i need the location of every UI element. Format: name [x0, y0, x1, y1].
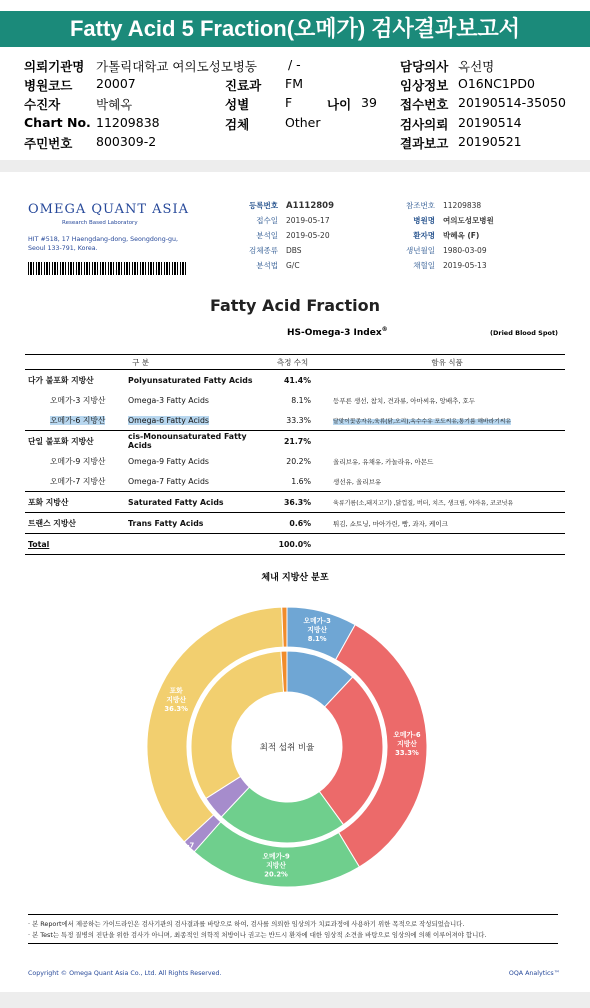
record-value: 1980-03-09	[443, 246, 487, 255]
record-value: A1112809	[286, 201, 334, 211]
record-key: 병원명	[413, 216, 435, 225]
row-value: 36.3%	[256, 492, 329, 513]
brand: OQA Analytics™	[508, 970, 560, 977]
info-key3: 접수번호	[400, 97, 449, 112]
info-key: Chart No.	[24, 115, 91, 130]
row-value: 21.7%	[256, 431, 329, 452]
record-right	[375, 200, 494, 275]
row-value: 33.3%	[286, 415, 312, 425]
record-key: 검체종류	[249, 246, 278, 255]
table-row	[25, 370, 565, 391]
record-value: DBS	[286, 246, 302, 255]
row-foods	[329, 534, 565, 555]
record-key: 환자명	[413, 231, 435, 240]
row-foods: 생선유, 올리브유	[333, 477, 382, 486]
info-value3: 20190514-35050	[458, 95, 566, 110]
info-key: 의뢰기관명	[24, 59, 85, 74]
info-key2: 검체	[225, 117, 250, 132]
info-value3: 20190514	[458, 115, 522, 130]
table-row	[25, 410, 565, 431]
info-key2: 성별	[225, 97, 250, 112]
row-ko: 오메가-6 지방산	[50, 415, 106, 425]
table-row	[25, 431, 565, 452]
table-row	[25, 451, 565, 471]
row-ko: 오메가-7 지방산	[50, 476, 106, 486]
footer	[28, 970, 560, 977]
lab-subtitle: Research Based Laboratory	[62, 220, 138, 226]
record-key: 분석법	[256, 261, 278, 270]
record-value: 11209838	[443, 201, 482, 210]
table-row	[25, 534, 565, 555]
info-value: 박혜옥	[96, 97, 133, 112]
record-value: 2019-05-20	[286, 231, 330, 240]
outer-slice-5	[282, 607, 287, 647]
row-value: 1.6%	[291, 476, 312, 486]
header-value: 측정 수치	[256, 355, 329, 370]
info-key3: 검사의뢰	[400, 117, 449, 132]
row-ko: 포화 지방산	[25, 492, 128, 513]
record-key: 생년월일	[406, 246, 435, 255]
info-value2: F	[285, 95, 293, 110]
row-en: Saturated Fatty Acids	[128, 492, 256, 513]
outer-slice-label-3: 오메가-7 지방산 1.6%	[166, 841, 195, 868]
row-value: 41.4%	[256, 370, 329, 391]
row-ko: Total	[25, 534, 128, 555]
row-value: 8.1%	[291, 395, 312, 405]
lab-logo: OMEGA QUANT ASIA	[28, 202, 189, 217]
record-key: 접수일	[256, 216, 278, 225]
header-category: 구 분	[25, 355, 256, 370]
barcode	[28, 262, 186, 275]
record-value: 여의도성모병원	[443, 216, 494, 225]
outer-slice-label-1: 오메가-6 지방산 33.3%	[393, 730, 421, 757]
record-value: 2019-05-17	[286, 216, 330, 225]
info-value: 가톨릭대학교 여의도성모병동	[96, 59, 257, 74]
index-sup: ®	[381, 326, 388, 333]
row-foods: 튀김, 쇼트닝, 마아가린, 빵, 과자, 케이크	[329, 513, 565, 534]
info-value3: O16NC1PD0	[458, 76, 535, 91]
row-ko: 다가 불포화 지방산	[25, 370, 128, 391]
row-ko: 트랜스 지방산	[25, 513, 128, 534]
row-foods: 육류기름(소,돼지고기) ,닭껍질, 버터, 치즈, 생크림, 야자유, 코코넛유	[329, 492, 565, 513]
record-value: 박혜옥 (F)	[443, 231, 480, 240]
lab-address2: Seoul 133-791, Korea.	[28, 245, 98, 252]
info-key2: 진료과	[225, 78, 262, 93]
info-key: 수진자	[24, 97, 61, 112]
header-foods: 함유 식품	[329, 355, 565, 370]
notes	[28, 914, 558, 944]
row-en: Omega-6 Fatty Acids	[128, 415, 209, 425]
table-row	[25, 513, 565, 534]
lab-address: HIT #518, 17 Haengdang-dong, Seongdong-gu,	[28, 236, 178, 243]
info-key3: 임상정보	[400, 78, 449, 93]
info-key3: 담당의사	[400, 59, 449, 74]
row-foods	[329, 431, 565, 452]
info-value: 800309-2	[96, 134, 157, 149]
table-row	[25, 390, 565, 410]
note-line: · 본 Report에서 제공하는 가이드라인은 검사기관의 검사결과를 바탕으로 하여, 검사를 의뢰한 임상의가 치료과정에 사용하기 위한 목적으로 작성되었습니다.	[28, 920, 465, 928]
center-label: 최적 섭취 비율	[259, 743, 315, 753]
record-value: 2019-05-13	[443, 261, 487, 270]
info-key: 주민번호	[24, 136, 73, 151]
record-left	[218, 200, 334, 275]
info-key: 병원코드	[24, 78, 73, 93]
record-key: 채혈일	[413, 261, 435, 270]
info-value: 11209838	[96, 115, 160, 130]
outer-slice-label-5: 트랜스 지방산 0.6%	[274, 581, 294, 608]
table-row	[25, 492, 565, 513]
row-foods	[329, 370, 565, 391]
row-en: Trans Fatty Acids	[128, 513, 256, 534]
record-key: 분석일	[256, 231, 278, 240]
row-en: Omega-9 Fatty Acids	[128, 456, 209, 466]
info-value2b: 39	[361, 95, 377, 110]
record-value: G/C	[286, 261, 300, 270]
outer-slice-label-2: 오메가-9 지방산 20.2%	[262, 852, 290, 879]
copyright: Copyright © Omega Quant Asia Co., Ltd. All Rights Reserved.	[28, 970, 222, 977]
row-value: 0.6%	[256, 513, 329, 534]
record-key: 참조번호	[406, 201, 435, 210]
row-ko: 오메가-9 지방산	[50, 456, 106, 466]
info-key3: 결과보고	[400, 136, 449, 151]
row-foods: 달맞이꽃종자유,육류(닭,오리),옥수수유 포도씨유,통기름 해바라기씨유	[333, 418, 512, 425]
fraction-title: Fatty Acid Fraction	[209, 296, 381, 315]
row-value: 20.2%	[286, 456, 312, 466]
row-en: cis-Monounsaturated Fatty Acids	[128, 431, 256, 452]
row-value: 100.0%	[256, 534, 329, 555]
row-en: Omega-7 Fatty Acids	[128, 476, 209, 486]
info-value2: FM	[285, 76, 303, 91]
row-ko: 단일 불포화 지방산	[25, 431, 128, 452]
info-key2: / -	[288, 57, 301, 72]
index-label-text: HS-Omega-3 Index	[287, 328, 382, 338]
sample-note: (Dried Blood Spot)	[490, 329, 559, 337]
info-value2: Other	[285, 115, 321, 130]
info-value3: 옥선명	[458, 59, 495, 74]
table-row	[25, 471, 565, 492]
index-label	[287, 326, 388, 338]
outer-slice-label-0: 오메가-3 지방산 8.1%	[303, 616, 331, 643]
patient-info	[0, 47, 590, 160]
row-en: Omega-3 Fatty Acids	[128, 395, 209, 405]
note-line: · 본 Test는 특정 질병의 진단을 위한 검사가 아니며, 최종적인 의학적 처방이나 권고는 반드시 환자에 대한 임상적 소견을 바탕으로 임상의에 의해 이루어져야 합니다.	[28, 931, 487, 939]
info-value3: 20190521	[458, 134, 522, 149]
record-key: 등록번호	[249, 201, 278, 210]
row-foods: 올리브유, 유채유, 카놀라유, 아몬드	[333, 457, 434, 466]
info-key2b: 나이	[327, 97, 352, 112]
title-bar	[0, 0, 590, 47]
row-en	[128, 534, 256, 555]
info-value: 20007	[96, 76, 136, 91]
row-foods: 등푸른 생선, 참치, 견과류, 아마씨유, 앙배추, 호두	[333, 396, 476, 405]
fraction-table	[25, 354, 565, 555]
chart-title: 체내 지방산 분포	[261, 573, 329, 583]
row-ko: 오메가-3 지방산	[50, 395, 106, 405]
report-title: Fatty Acid 5 Fraction(오메가) 검사결과보고서	[0, 11, 590, 47]
row-en: Polyunsaturated Fatty Acids	[128, 370, 256, 391]
report-page	[0, 172, 590, 992]
outer-slice-label-4: 포화 지방산 36.3%	[164, 686, 188, 713]
donut-chart	[0, 581, 590, 892]
